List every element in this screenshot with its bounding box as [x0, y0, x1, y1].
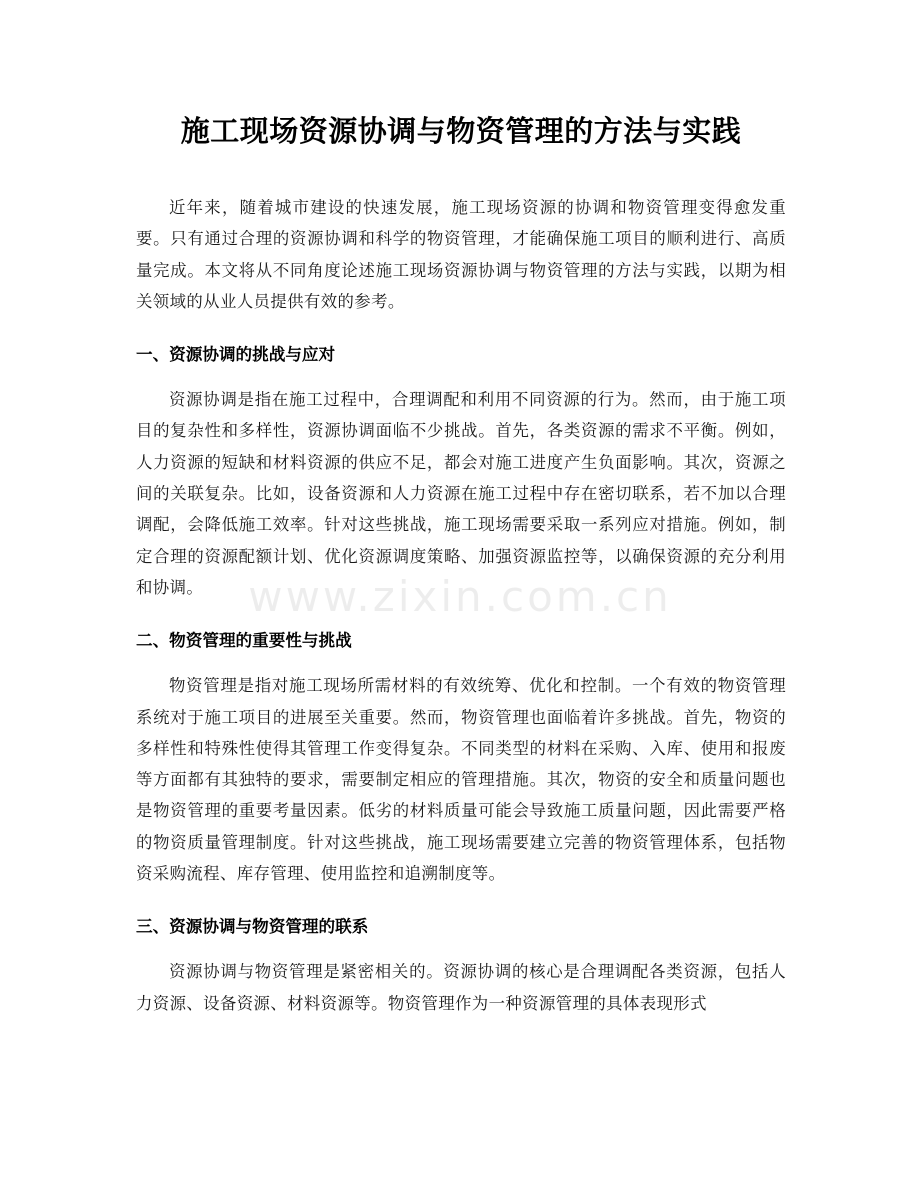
document-title: 施工现场资源协调与物资管理的方法与实践	[180, 114, 742, 148]
document-page	[136, 100, 786, 1031]
section-1-heading: 一、资源协调的挑战与应对	[136, 345, 336, 365]
watermark-text: www.zixin.com.cn	[248, 572, 672, 621]
section-2-paragraph: 物资管理是指对施工现场所需材料的有效统筹、优化和控制。一个有效的物资管理系统对于施工项目的进展至关重要。然而，物资管理也面临着许多挑战。首先，物资的多样性和特殊性使得其管理工作变得复杂。不同类型的材料在采购、入库、使用和报废等方面都有其独特的要求，需要制定相应的管理措施。其次，物资的安全和质量问题也是物资管理的重要考量因素。低劣的材料质量可能会导致施工质量问题，因此需要严格的物资质量管理制度。针对这些挑战，施工现场需要建立完善的物资管理体系，包括物资采购流程、库存管理、使用监控和追溯制度等。	[136, 676, 786, 884]
section-1-paragraph: 资源协调是指在施工过程中，合理调配和利用不同资源的行为。然而，由于施工项目的复杂性和多样性，资源协调面临不少挑战。首先，各类资源的需求不平衡。例如，人力资源的短缺和材料资源的供应不足，都会对施工进度产生负面影响。其次，资源之间的关联复杂。比如，设备资源和人力资源在施工过程中存在密切联系，若不加以合理调配，会降低施工效率。针对这些挑战，施工现场需要采取一系列应对措施。例如，制定合理的资源配额计划、优化资源调度策略、加强资源监控等，以确保资源的充分利用和协调。	[136, 390, 786, 597]
section-3-paragraph: 资源协调与物资管理是紧密相关的。资源协调的核心是合理调配各类资源，包括人力资源、设备资源、材料资源等。物资管理作为一种资源管理的具体表现形式	[136, 962, 786, 1013]
section-2-heading: 二、物资管理的重要性与挑战	[136, 631, 352, 651]
intro-paragraph: 近年来，随着城市建设的快速发展，施工现场资源的协调和物资管理变得愈发重要。只有通过合理的资源协调和科学的物资管理，才能确保施工项目的顺利进行、高质量完成。本文将从不同角度论述施工现场资源协调与物资管理的方法与实践，以期为相关领域的从业人员提供有效的参考。	[136, 198, 786, 311]
section-3-heading: 三、资源协调与物资管理的联系	[136, 917, 369, 937]
